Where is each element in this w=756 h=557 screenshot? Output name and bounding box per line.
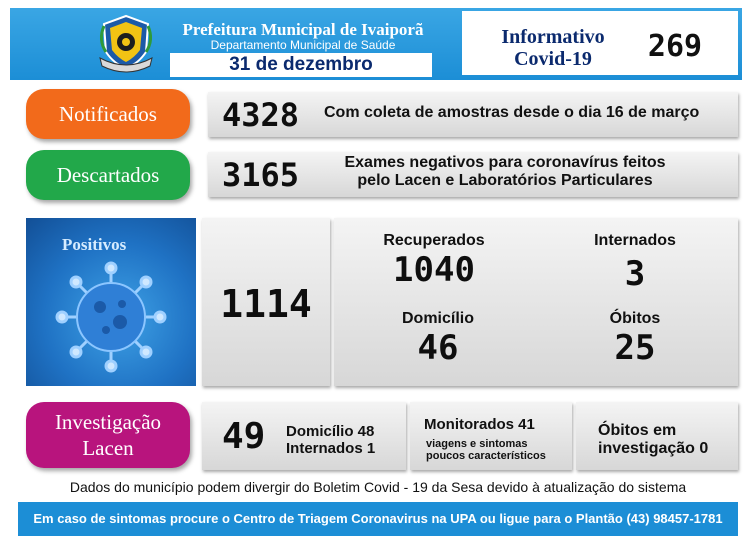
municipal-coat-of-arms-logo xyxy=(94,12,158,76)
recuperados-value: 1040 xyxy=(393,250,475,290)
investigacao-internados: Internados 1 xyxy=(286,440,376,457)
investigacao-label-line2: Lacen xyxy=(82,436,134,460)
bulletin-number: 269 xyxy=(647,29,703,64)
informativo-line2: Covid-19 xyxy=(514,48,592,70)
informativo-line1: Informativo xyxy=(501,26,605,48)
contact-footer: Em caso de sintomas procure o Centro de Triagem Coronavirus na UPA ou ligue para o Plantão (43) 98457-1781 xyxy=(18,502,738,536)
obitos-investigacao-line1: Óbitos em xyxy=(598,422,677,439)
obitos-investigacao xyxy=(598,422,738,458)
investigacao-label xyxy=(26,402,190,468)
investigacao-label-line1: Investigação xyxy=(54,410,162,434)
monitorados-description xyxy=(426,438,572,462)
virus-icon xyxy=(54,260,168,374)
descartados-description-line1: Exames negativos para coronavírus feitos xyxy=(344,154,666,171)
notificados-label: Notificados xyxy=(26,89,190,139)
prefeitura-title: Prefeitura Municipal de Ivaiporã xyxy=(182,20,424,39)
obitos-investigacao-line2: investigação 0 xyxy=(598,440,709,457)
obitos-value: 25 xyxy=(614,328,656,368)
monitorados-description-line2: poucos característicos xyxy=(426,450,546,462)
monitorados-description-line1: viagens e sintomas xyxy=(426,438,528,450)
descartados-description-line2: pelo Lacen e Laboratórios Particulares xyxy=(357,172,653,189)
notificados-value: 4328 xyxy=(222,96,300,134)
recuperados-label: Recuperados xyxy=(383,232,485,249)
descartados-value: 3165 xyxy=(222,156,300,194)
positivos-total: 1114 xyxy=(220,282,312,326)
department-name: Departamento Municipal de Saúde xyxy=(210,38,396,52)
descartados-description xyxy=(318,154,692,190)
monitorados-value: Monitorados 41 xyxy=(424,416,535,433)
data-disclaimer: Dados do município podem divergir do Boletim Covid - 19 da Sesa devido à atualização do sistema xyxy=(69,479,687,495)
obitos-label: Óbitos xyxy=(609,310,661,327)
internados-value: 3 xyxy=(624,254,646,294)
investigacao-domicilio: Domicílio 48 xyxy=(286,423,375,440)
internados-label: Internados xyxy=(594,232,676,249)
bulletin-date: 31 de dezembro xyxy=(170,53,432,77)
domicilio-label: Domicílio xyxy=(401,310,474,327)
notificados-description: Com coleta de amostras desde o dia 16 de março xyxy=(324,104,700,121)
descartados-label: Descartados xyxy=(26,150,190,200)
informativo-title xyxy=(478,26,628,70)
domicilio-value: 46 xyxy=(417,328,459,368)
investigacao-value: 49 xyxy=(222,416,266,457)
positivos-label: Positivos xyxy=(62,235,127,254)
